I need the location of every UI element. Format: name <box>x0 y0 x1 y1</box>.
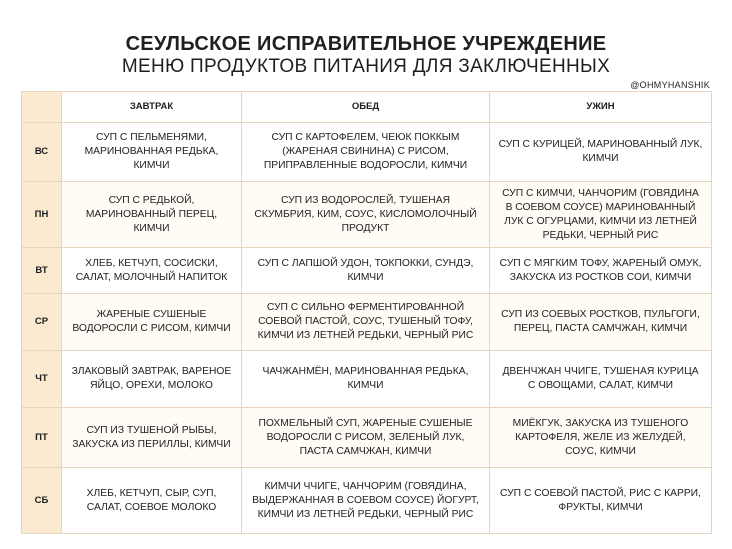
breakfast-cell: ХЛЕБ, КЕТЧУП, СОСИСКИ, САЛАТ, МОЛОЧНЫЙ НАПИТОК <box>62 248 242 294</box>
dinner-cell: ДВЕНЧЖАН ЧЧИГЕ, ТУШЕНАЯ КУРИЦА С ОВОЩАМИ, САЛАТ, КИМЧИ <box>490 351 712 408</box>
breakfast-cell: СУП ИЗ ТУШЕНОЙ РЫБЫ, ЗАКУСКА ИЗ ПЕРИЛЛЫ, КИМЧИ <box>62 408 242 468</box>
day-cell: ПН <box>22 182 62 248</box>
table-row <box>22 182 712 248</box>
dinner-cell: МИЁКГУК, ЗАКУСКА ИЗ ТУШЕНОГО КАРТОФЕЛЯ, ЖЕЛЕ ИЗ ЖЕЛУДЕЙ, СОУС, КИМЧИ <box>490 408 712 468</box>
dinner-cell: СУП С МЯГКИМ ТОФУ, ЖАРЕНЫЙ ОМУК, ЗАКУСКА ИЗ РОСТКОВ СОИ, КИМЧИ <box>490 248 712 294</box>
column-header-dinner: УЖИН <box>490 92 712 123</box>
breakfast-cell: ЗЛАКОВЫЙ ЗАВТРАК, ВАРЕНОЕ ЯЙЦО, ОРЕХИ, МОЛОКО <box>62 351 242 408</box>
table-row <box>22 351 712 408</box>
day-cell: ВТ <box>22 248 62 294</box>
table-header-row <box>22 92 712 123</box>
lunch-cell: СУП С КАРТОФЕЛЕМ, ЧЕЮК ПОККЫМ (ЖАРЕНАЯ СВИНИНА) С РИСОМ, ПРИПРАВЛЕННЫЕ ВОДОРОСЛИ, КИМЧИ <box>242 123 490 182</box>
table-row <box>22 408 712 468</box>
dinner-cell: СУП С КУРИЦЕЙ, МАРИНОВАННЫЙ ЛУК, КИМЧИ <box>490 123 712 182</box>
day-cell: ЧТ <box>22 351 62 408</box>
lunch-cell: СУП С ЛАПШОЙ УДОН, ТОКПОККИ, СУНДЭ, КИМЧИ <box>242 248 490 294</box>
corner-cell <box>22 92 62 123</box>
menu-table <box>21 91 712 534</box>
day-cell: СР <box>22 294 62 351</box>
table-row <box>22 294 712 351</box>
author-handle: @OHMYHANSHIK <box>630 80 710 90</box>
day-cell: СБ <box>22 468 62 534</box>
lunch-cell: СУП ИЗ ВОДОРОСЛЕЙ, ТУШЕНАЯ СКУМБРИЯ, КИМ, СОУС, КИСЛОМОЛОЧНЫЙ ПРОДУКТ <box>242 182 490 248</box>
breakfast-cell: СУП С ПЕЛЬМЕНЯМИ, МАРИНОВАННАЯ РЕДЬКА, КИМЧИ <box>62 123 242 182</box>
lunch-cell: ПОХМЕЛЬНЫЙ СУП, ЖАРЕНЫЕ СУШЕНЫЕ ВОДОРОСЛИ С РИСОМ, ЗЕЛЕНЫЙ ЛУК, ПАСТА САМЧЖАН, КИМЧИ <box>242 408 490 468</box>
table-row <box>22 123 712 182</box>
page-title: СЕУЛЬСКОЕ ИСПРАВИТЕЛЬНОЕ УЧРЕЖДЕНИЕ <box>125 33 607 55</box>
dinner-cell: СУП С СОЕВОЙ ПАСТОЙ, РИС С КАРРИ, ФРУКТЫ, КИМЧИ <box>490 468 712 534</box>
table-row <box>22 468 712 534</box>
column-header-breakfast: ЗАВТРАК <box>62 92 242 123</box>
lunch-cell: ЧАЧЖАНМЁН, МАРИНОВАННАЯ РЕДЬКА, КИМЧИ <box>242 351 490 408</box>
dinner-cell: СУП С КИМЧИ, ЧАНЧОРИМ (ГОВЯДИНА В СОЕВОМ СОУСЕ) МАРИНОВАННЫЙ ЛУК С ОГУРЦАМИ, КИМЧИ ИЗ ЛЕТНЕЙ РЕДЬКИ, ЧЕРНЫЙ РИС <box>490 182 712 248</box>
column-header-lunch: ОБЕД <box>242 92 490 123</box>
day-cell: ВС <box>22 123 62 182</box>
page-subtitle: МЕНЮ ПРОДУКТОВ ПИТАНИЯ ДЛЯ ЗАКЛЮЧЕННЫХ <box>121 56 611 77</box>
table-row <box>22 248 712 294</box>
breakfast-cell: ЖАРЕНЫЕ СУШЕНЫЕ ВОДОРОСЛИ С РИСОМ, КИМЧИ <box>62 294 242 351</box>
dinner-cell: СУП ИЗ СОЕВЫХ РОСТКОВ, ПУЛЬГОГИ, ПЕРЕЦ, ПАСТА САМЧЖАН, КИМЧИ <box>490 294 712 351</box>
breakfast-cell: СУП С РЕДЬКОЙ, МАРИНОВАННЫЙ ПЕРЕЦ, КИМЧИ <box>62 182 242 248</box>
lunch-cell: СУП С СИЛЬНО ФЕРМЕНТИРОВАННОЙ СОЕВОЙ ПАСТОЙ, СОУС, ТУШЕНЫЙ ТОФУ, КИМЧИ ИЗ ЛЕТНЕЙ РЕДЬКИ, ЧЕРНЫЙ РИС <box>242 294 490 351</box>
day-cell: ПТ <box>22 408 62 468</box>
lunch-cell: КИМЧИ ЧЧИГЕ, ЧАНЧОРИМ (ГОВЯДИНА, ВЫДЕРЖАННАЯ В СОЕВОМ СОУСЕ) ЙОГУРТ, КИМЧИ ИЗ ЛЕТНЕЙ РЕДЬКИ, ЧЕРНЫЙ РИС <box>242 468 490 534</box>
breakfast-cell: ХЛЕБ, КЕТЧУП, СЫР, СУП, САЛАТ, СОЕВОЕ МОЛОКО <box>62 468 242 534</box>
